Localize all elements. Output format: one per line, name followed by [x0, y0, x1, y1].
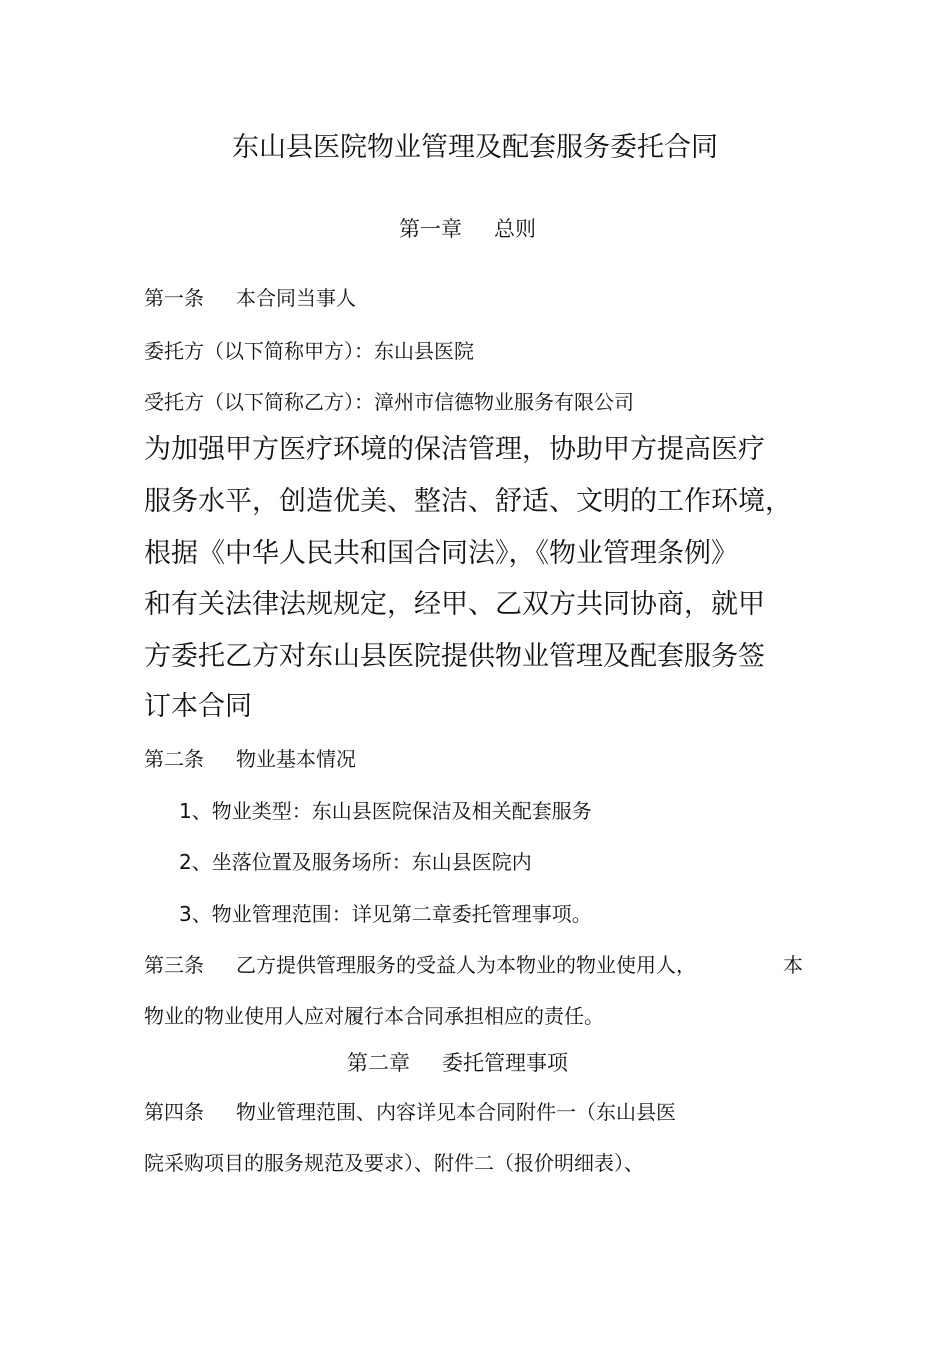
- article-3-line-1-tail: 本: [783, 953, 803, 977]
- chapter-2-number: 第二章: [347, 1051, 410, 1075]
- article-1-heading: [144, 286, 356, 310]
- article-4-line-2: 院采购项目的服务规范及要求）、附件二（报价明细表）、: [144, 1151, 644, 1175]
- article-2-item-2: 2、坐落位置及服务场所：东山县医院内: [179, 850, 532, 874]
- article-4-text: 物业管理范围、内容详见本合同附件一（东山县医: [236, 1100, 676, 1124]
- chapter-1-heading: [399, 217, 536, 242]
- article-3-line-2: 物业的物业使用人应对履行本合同承担相应的责任。: [144, 1004, 604, 1028]
- article-2-number: 第二条: [144, 747, 204, 771]
- article-2-title: 物业基本情况: [236, 747, 356, 771]
- chapter-2-heading: [347, 1051, 568, 1076]
- article-2-item-3: 3、物业管理范围：详见第二章委托管理事项。: [179, 902, 592, 926]
- preamble-line-6: 订本合同: [144, 691, 252, 722]
- article-4-line-1: [144, 1100, 676, 1124]
- chapter-2-name: 委托管理事项: [442, 1051, 568, 1075]
- contractor-party-line: 受托方（以下简称乙方）：漳州市信德物业服务有限公司: [144, 390, 634, 414]
- document-title: 东山县医院物业管理及配套服务委托合同: [232, 132, 718, 163]
- article-2-item-1: 1、物业类型：东山县医院保洁及相关配套服务: [179, 799, 592, 823]
- article-4-number: 第四条: [144, 1100, 204, 1124]
- client-party-line: 委托方（以下简称甲方）：东山县医院: [144, 339, 474, 363]
- chapter-1-number: 第一章: [399, 217, 462, 241]
- article-1-title: 本合同当事人: [236, 286, 356, 310]
- preamble-line-2: 服务水平，创造优美、整洁、舒适、文明的工作环境，: [144, 486, 792, 517]
- article-3-text: 乙方提供管理服务的受益人为本物业的物业使用人，: [236, 953, 696, 977]
- article-3-line-1: [144, 953, 696, 977]
- preamble-line-5: 方委托乙方对东山县医院提供物业管理及配套服务签: [144, 641, 765, 672]
- article-1-number: 第一条: [144, 286, 204, 310]
- preamble-line-4: 和有关法律法规规定，经甲、乙双方共同协商，就甲: [144, 589, 765, 620]
- article-2-heading: [144, 747, 356, 771]
- chapter-1-name: 总则: [494, 217, 536, 241]
- article-3-number: 第三条: [144, 953, 204, 977]
- preamble-line-3: 根据《中华人民共和国合同法》，《物业管理条例》: [144, 538, 738, 569]
- preamble-line-1: 为加强甲方医疗环境的保洁管理，协助甲方提高医疗: [144, 434, 765, 465]
